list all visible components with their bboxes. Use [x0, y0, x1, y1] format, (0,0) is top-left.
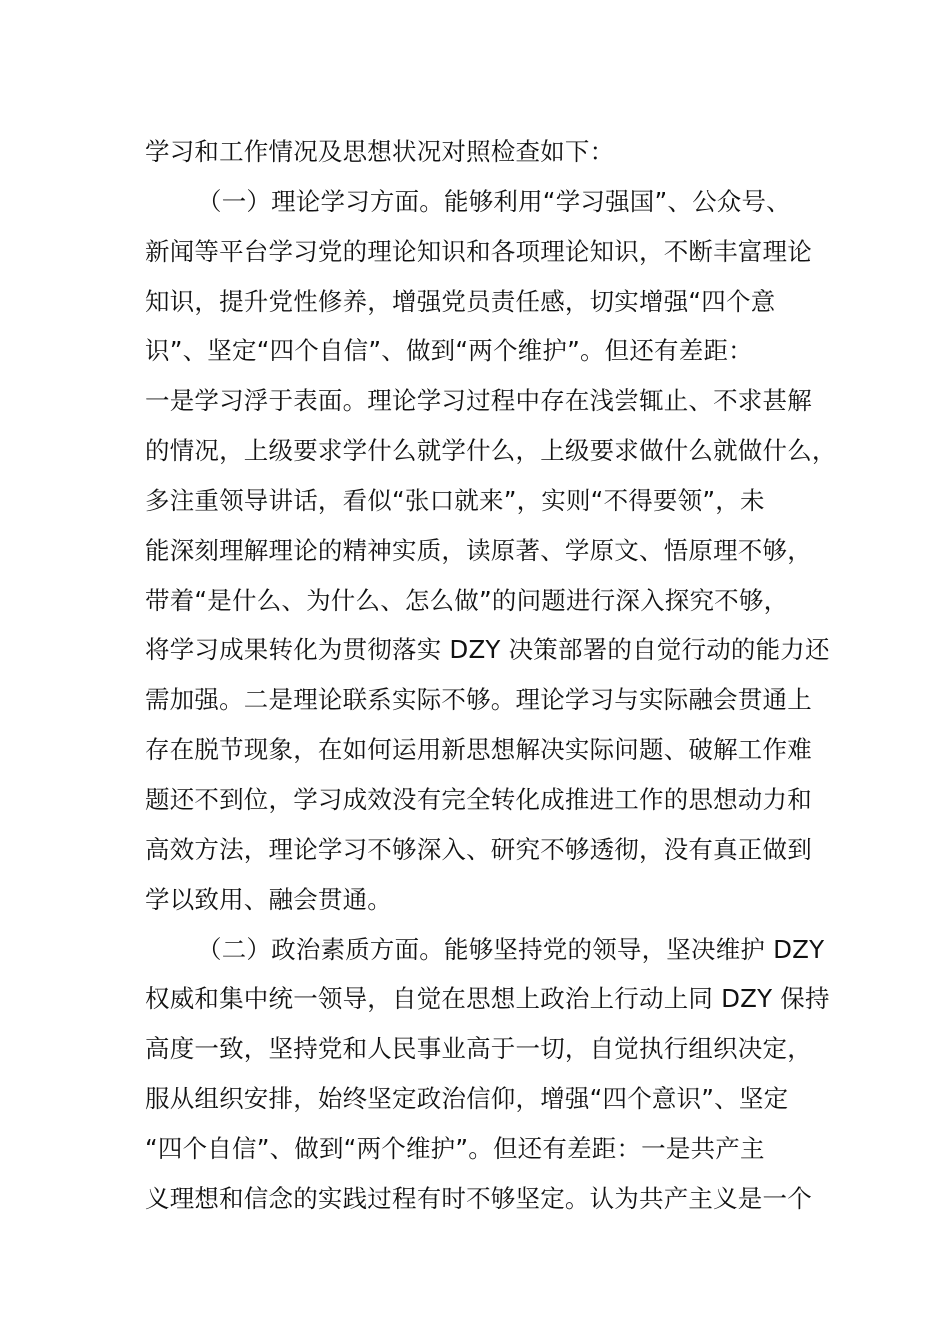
text-line: 能深刻理解理论的精神实质，读原著、学原文、悟原理不够， [145, 535, 812, 565]
text-line: 一是学习浮于表面。理论学习过程中存在浅尝辄止、不求甚解 [145, 386, 812, 416]
text-line: 新闻等平台学习党的理论知识和各项理论知识，不断丰富理论 [145, 236, 812, 266]
text-line: 高效方法，理论学习不够深入、研究不够透彻，没有真正做到 [145, 834, 812, 864]
text-line: 义理想和信念的实践过程有时不够坚定。认为共产主义是一个 [145, 1183, 812, 1213]
text-line: 需加强。二是理论联系实际不够。理论学习与实际融会贯通上 [145, 685, 812, 715]
section-heading-line: （二）政治素质方面。能够坚持党的领导，坚决维护 DZY [197, 934, 825, 964]
text-line: 学习和工作情况及思想状况对照检查如下： [145, 137, 615, 166]
text-line: 学以致用、融会贯通。 [145, 884, 392, 914]
text-line: 题还不到位，学习成效没有完全转化成推进工作的思想动力和 [145, 784, 812, 814]
text-line: “四个自信”、做到“两个维护”。但还有差距：一是共产主 [145, 1133, 765, 1163]
text-line: 权威和集中统一领导，自觉在思想上政治上行动上同 DZY 保持 [145, 984, 830, 1014]
text-line: 将学习成果转化为贯彻落实 DZY 决策部署的自觉行动的能力还 [145, 635, 830, 665]
text-line: 识”、坚定“四个自信”、做到“两个维护”。但还有差距： [145, 336, 753, 366]
text-line: 高度一致，坚持党和人民事业高于一切，自觉执行组织决定， [145, 1034, 812, 1064]
text-line: 服从组织安排，始终坚定政治信仰，增强“四个意识”、坚定 [145, 1084, 789, 1114]
section-heading-line: （一）理论学习方面。能够利用“学习强国”、公众号、 [197, 186, 791, 216]
body-text [145, 127, 837, 1224]
text-line: 的情况，上级要求学什么就学什么，上级要求做什么就做什么， [145, 436, 837, 466]
text-line: 存在脱节现象，在如何运用新思想解决实际问题、破解工作难 [145, 735, 812, 765]
text-line: 多注重领导讲话，看似“张口就来”，实则“不得要领”，未 [145, 485, 765, 515]
text-line: 带着“是什么、为什么、怎么做”的问题进行深入探究不够， [145, 585, 789, 615]
text-line: 知识，提升党性修养，增强党员责任感，切实增强“四个意 [145, 286, 776, 316]
